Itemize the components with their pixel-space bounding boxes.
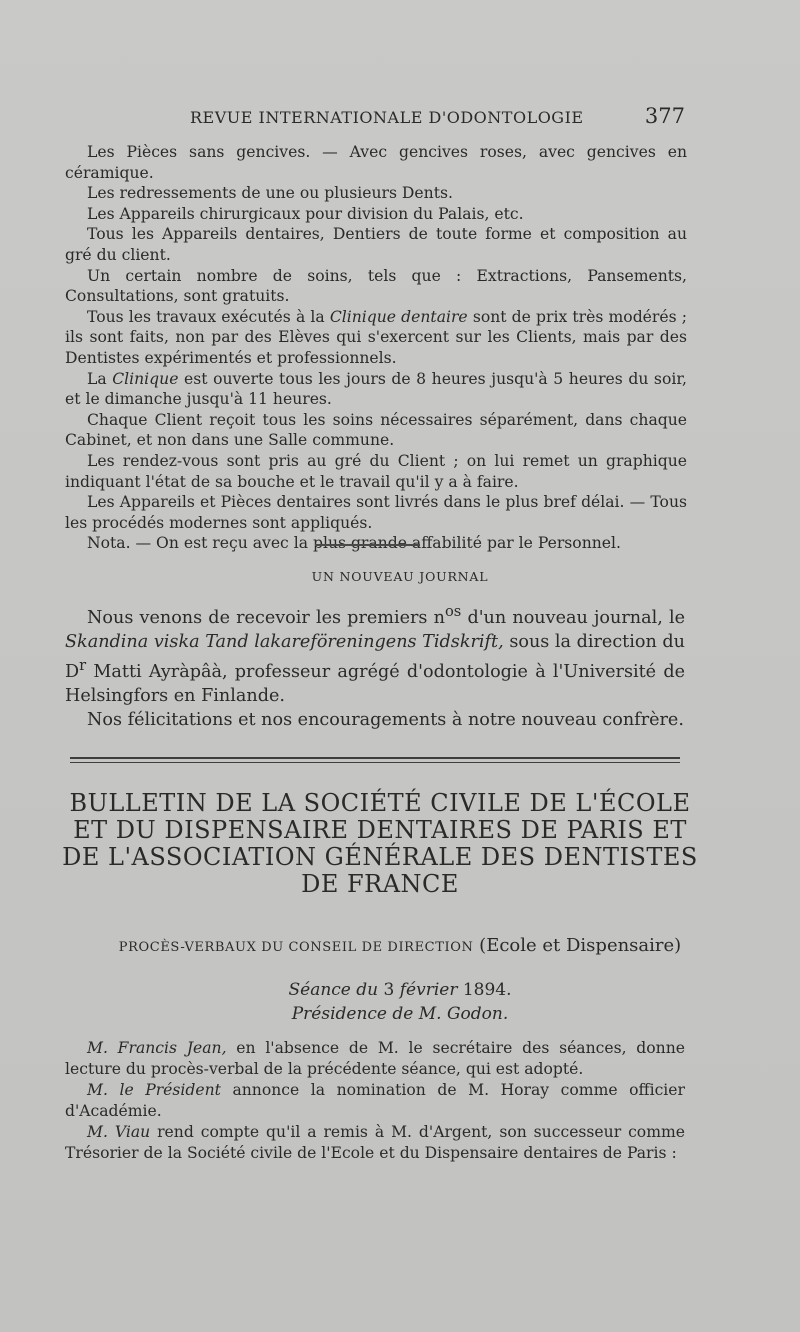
paragraph: Les rendez-vous sont pris au gré du Client ; on lui remet un graphique indiquant l'état de sa bouche et le travail qu'il y a à faire. [65,451,687,491]
paragraph: Les redressements de une ou plusieurs Dents. [87,184,453,203]
paragraph: Nous venons de recevoir les premiers $n^{os}$ d'un nouveau journal, le Skandina viska Tand lakareföreningens Tidskrift, sous la direction du $D^r$ Matti Ayràpâà, professeur agrégé d'odontologie à l'Université de Helsingfors en Finlande. [65,603,685,706]
journal-title: REVUE INTERNATIONALE D'ODONTOLOGIE [190,108,584,127]
running-header [90,104,685,134]
paragraph-nota: Nota. — On est reçu avec la plus grande affabilité par le Personnel. [87,534,621,553]
paragraph: Chaque Client reçoit tous les soins nécessaires séparément, dans chaque Cabinet, et non dans une Salle commune. [65,410,687,450]
bulletin-title: BULLETIN DE LA SOCIÉTÉ CIVILE DE L'ÉCOLE ET DU DISPENSAIRE DENTAIRES DE PARIS ET DE L'ASSOCIATION GÉNÉRALE DES DENTISTES DE FRANCE [62,789,698,898]
minutes-text [65,1038,685,1164]
proces-verbaux-heading: PROCÈS-VERBAUX DU CONSEIL DE DIRECTION (Ecole et Dispensaire) [118,935,682,956]
paragraph: Tous les Appareils dentaires, Dentiers de toute forme et composition au gré du client. [65,225,687,264]
paragraph: Les Appareils et Pièces dentaires sont livrés dans le plus bref délai. — Tous les procédés modernes sont appliqués. [65,493,687,532]
paragraph: Un certain nombre de soins, tels que : Extractions, Pansements, Consultations, sont gratuits. [65,266,687,306]
session-info [0,978,800,1026]
emphasis: Clinique [112,369,179,388]
presidence: Présidence de M. Godon. [291,1004,509,1024]
section-heading: UN NOUVEAU JOURNAL [311,569,489,584]
paragraph: Les Pièces sans gencives. — Avec gencives roses, avec gencives en céramique. [65,143,687,182]
paragraph: Nos félicitations et nos encouragements à notre nouveau confrère. [87,709,684,730]
paragraph-travaux: Tous les travaux exécutés à la Clinique dentaire sont de prix très modérés ; ils sont faits, non par des Elèves qui s'exercent sur les Clients, mais par des Dentistes expérimentés et professionnels. [65,307,687,367]
paragraph: Les Appareils chirurgicaux pour division du Palais, etc. [87,204,524,223]
minute-entry: M. le Président annonce la nomination de M. Horay comme officier d'Académie. [65,1081,685,1120]
paragraph-clinique: La Clinique est ouverte tous les jours de 8 heures jusqu'à 5 heures du soir, et le dimanche jusqu'à 11 heures. [65,369,688,409]
emphasis: Clinique dentaire [329,307,468,326]
journal-announcement [65,600,685,732]
minute-entry: M. Francis Jean, en l'absence de M. le secrétaire des séances, donne lecture du procès-verbal de la précédente séance, qui est adopté. [65,1039,685,1078]
double-rule-divider [70,757,680,763]
journal-name: Skandina viska Tand lakareföreningens Tidskrift, [65,631,504,652]
minute-entry: M. Viau rend compte qu'il a remis à M. d'Argent, son successeur comme Trésorier de la Société civile de l'Ecole et du Dispensaire dentaires de Paris : [65,1123,685,1162]
section-divider [315,544,420,546]
session-date: Séance du 3 février 1894. [288,980,512,1000]
page-number: 377 [644,104,685,128]
clinic-services-text [65,142,687,554]
